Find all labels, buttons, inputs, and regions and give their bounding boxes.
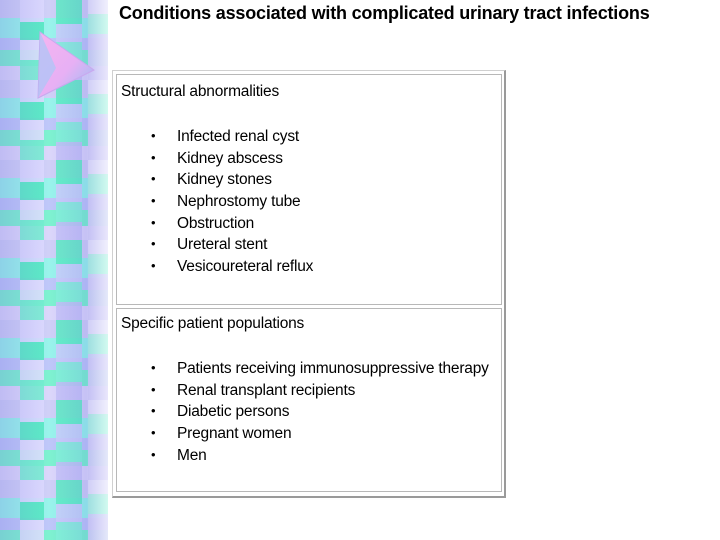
bullet-icon: • [151,149,156,165]
list-item-text: Nephrostomy tube [177,193,301,211]
list-item-text: Renal transplant recipients [177,381,356,399]
bullet-icon: • [151,381,156,397]
bullet-icon: • [151,128,156,143]
section-heading: Structural abnormalities [121,83,280,100]
list-item-text: Patients receiving immunosuppressive therapy [177,360,489,377]
list-item-text: Pregnant women [177,425,292,443]
bullet-icon: • [151,214,156,230]
bullet-icon: • [151,193,156,209]
bullet-icon: • [151,425,156,441]
bullet-icon: • [151,258,156,274]
list-item-text: Kidney stones [177,171,272,189]
bullet-icon: • [151,360,156,375]
triangle-arrow-icon [36,30,96,100]
bullet-icon: • [151,171,156,187]
list-item-text: Infected renal cyst [177,128,299,145]
section-heading: Specific patient populations [121,315,305,332]
structural-abnormalities-cell [116,74,502,305]
list-item-text: Men [177,446,207,464]
list-item-text: Diabetic persons [177,403,290,421]
list-item-text: Kidney abscess [177,149,283,167]
bullet-icon: • [151,236,156,252]
conditions-table [112,70,506,498]
list-item-text: Obstruction [177,214,255,232]
list-item-text: Vesicoureteral reflux [177,258,314,276]
decorative-side-strip [0,0,108,540]
list-item-text: Ureteral stent [177,236,268,254]
bullet-icon: • [151,446,156,462]
page-title: Conditions associated with complicated urinary tract infections [119,3,650,23]
bullet-icon: • [151,403,156,419]
specific-patient-populations-cell [116,308,502,492]
